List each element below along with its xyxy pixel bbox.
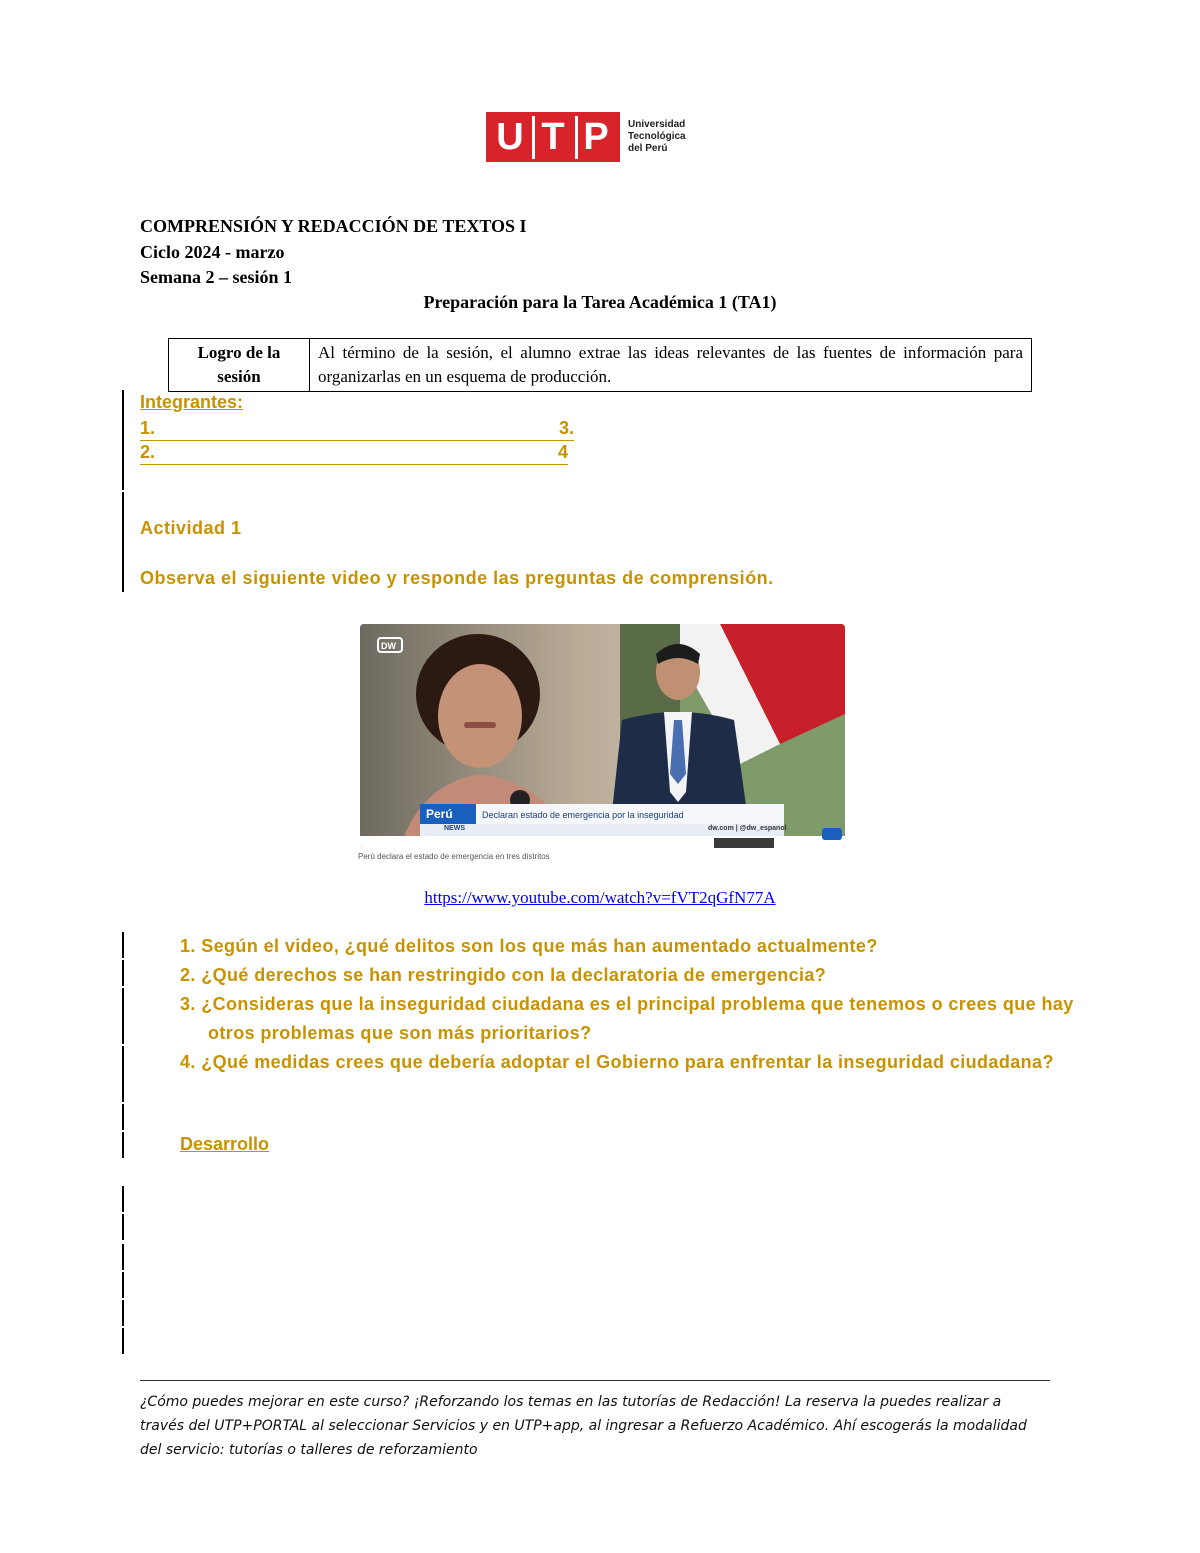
logo-letter: T — [532, 116, 571, 159]
cycle-label: Ciclo 2024 - marzo — [140, 242, 285, 262]
change-bar — [122, 1328, 124, 1354]
integrantes-row[interactable] — [140, 442, 568, 465]
change-bar — [122, 1214, 124, 1240]
change-bar — [122, 932, 124, 958]
integrantes-row[interactable] — [140, 418, 574, 441]
logro-text: Al término de la sesión, el alumno extrae las ideas relevantes de las fuentes de información para organizarlas en un esquema de producción. — [310, 339, 1032, 392]
integrante-number: 1. — [140, 418, 156, 438]
activity-instruction: Observa el siguiente video y responde las preguntas de comprensión. — [140, 568, 774, 588]
lower-third-country: Perú — [426, 807, 453, 821]
video-link[interactable]: https://www.youtube.com/watch?v=fVT2qGfN77A — [424, 888, 776, 907]
svg-text:DW: DW — [381, 641, 396, 651]
utp-logo — [486, 112, 686, 162]
question-item: 3. ¿Consideras que la inseguridad ciudadana es el principal problema que tenemos o crees que hay otros problemas que son más prioritarios? — [180, 994, 1074, 1043]
channel-tagline: dw.com | @dw_espanol — [708, 825, 787, 832]
logro-table — [168, 338, 1032, 392]
change-bar — [122, 1244, 124, 1270]
footer-divider — [140, 1380, 1050, 1381]
lower-third-headline: Declaran estado de emergencia por la inseguridad — [482, 810, 684, 820]
page-title: Preparación para la Tarea Académica 1 (TA1) — [423, 292, 777, 312]
integrante-number: 2. — [140, 442, 156, 462]
video-caption: Perú declara el estado de emergencia en tres distritos — [358, 852, 550, 861]
change-bar — [122, 492, 124, 592]
logo-letter: U — [496, 115, 524, 158]
logo-wordmark — [628, 119, 686, 155]
course-title: COMPRENSIÓN Y REDACCIÓN DE TEXTOS I — [140, 216, 527, 236]
integrante-number: 4 — [557, 442, 568, 462]
video-thumbnail[interactable] — [360, 624, 845, 848]
change-bar — [122, 960, 124, 986]
logo-letter: P — [575, 116, 614, 159]
question-list — [180, 932, 1080, 1077]
integrantes-heading: Integrantes: — [140, 392, 244, 412]
change-bar — [122, 1046, 124, 1102]
change-bar — [122, 1132, 124, 1158]
change-bar — [122, 1104, 124, 1130]
footer-note: ¿Cómo puedes mejorar en este curso? ¡Reforzando los temas en las tutorías de Redacción! La reserva la puedes realizar a través del UTP+PORTAL al seleccionar Servicios y en UTP+app, al ingresar a Refuerzo Académico. Ahí escogerás la modalidad del servicio: tutorías o talleres de reforzamiento — [140, 1394, 1027, 1458]
question-item: 4. ¿Qué medidas crees que debería adoptar el Gobierno para enfrentar la inseguridad ciudadana? — [180, 1052, 1054, 1072]
logo-line: Tecnológica — [628, 131, 686, 142]
week-label: Semana 2 – sesión 1 — [140, 267, 293, 287]
change-bar — [122, 390, 124, 490]
question-item: 1. Según el video, ¿qué delitos son los que más han aumentado actualmente? — [180, 936, 878, 956]
question-item: 2. ¿Qué derechos se han restringido con la declaratoria de emergencia? — [180, 965, 827, 985]
activity-title: Actividad 1 — [140, 518, 242, 538]
logo-mark — [486, 112, 620, 162]
logro-label: Logro de la sesión — [169, 339, 310, 392]
change-bar — [122, 1186, 124, 1212]
desarrollo-heading: Desarrollo — [180, 1134, 270, 1154]
change-bar — [122, 1272, 124, 1298]
logo-line: Universidad — [628, 119, 686, 130]
integrante-number: 3. — [558, 418, 574, 438]
logo-line: del Perú — [628, 143, 668, 154]
change-bar — [122, 988, 124, 1044]
channel-label: NEWS — [444, 825, 465, 832]
change-bar — [122, 1300, 124, 1326]
